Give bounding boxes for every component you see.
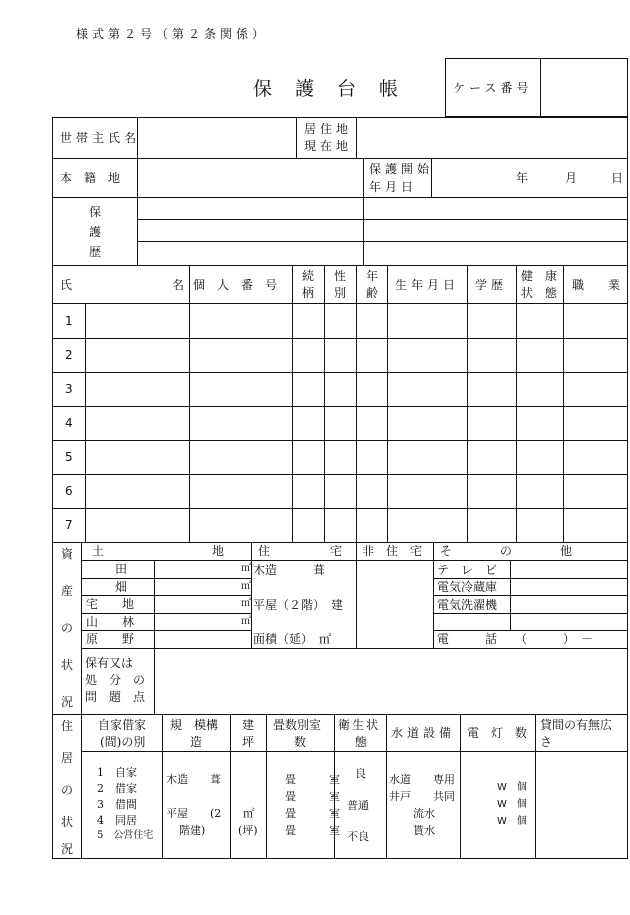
address-field[interactable] — [360, 120, 624, 156]
own-option[interactable]: 5 公営住宅 — [97, 830, 154, 841]
history-label-3: 歴 — [89, 245, 102, 259]
own-option[interactable]: 1 自家 — [97, 766, 137, 779]
form-number: 様式第２号（第２条関係） — [76, 27, 269, 41]
col-name-b: 名 — [172, 278, 185, 292]
hygiene-option[interactable]: 良 — [355, 767, 366, 780]
other-header: そ の 他 — [440, 544, 573, 558]
row-number: 6 — [65, 484, 73, 498]
own-option[interactable]: 2 借家 — [97, 782, 137, 795]
assets-side-1: 資 — [61, 547, 74, 561]
h-room-rent-1: 貸間の有無広 — [540, 718, 613, 732]
other-item: 電気洗濯機 — [437, 598, 498, 612]
own-option[interactable]: 3 借間 — [97, 798, 137, 811]
head-name-label: 世帯主氏名 — [60, 131, 141, 145]
col-relation-2: 柄 — [302, 286, 315, 300]
col-relation-1: 続 — [302, 269, 315, 283]
house-item: 平屋（２階） 建 — [253, 598, 344, 612]
col-health-1: 健 康 — [521, 269, 558, 283]
housing-side-3: の — [61, 783, 74, 797]
sqm-unit: ㎡ — [241, 598, 251, 609]
light-item: W 個 — [497, 782, 527, 793]
col-education: 学歴 — [475, 278, 508, 292]
row-number: 7 — [65, 518, 73, 532]
row-number: 2 — [65, 348, 73, 362]
assets-side-3: の — [61, 621, 74, 635]
scale-item: 平屋 (2 — [166, 807, 222, 820]
col-sex-2: 別 — [334, 286, 347, 300]
col-age-2: 齢 — [366, 286, 379, 300]
room-item: 畳 室 — [285, 790, 340, 803]
h-scale-2: 造 — [190, 735, 203, 749]
row-number: 5 — [65, 450, 73, 464]
h-light: 電 灯 数 — [467, 726, 528, 740]
h-hygiene-2: 態 — [355, 735, 368, 749]
start-day-label: 日 — [611, 171, 624, 185]
water-option[interactable]: 貰水 — [413, 824, 435, 837]
h-own-2: (間)の別 — [100, 735, 146, 749]
area-unit: ㎡ — [243, 807, 254, 820]
h-rooms-2: 数 — [294, 735, 307, 749]
history-label-1: 保 — [89, 205, 102, 219]
issues-label-1: 保有又は — [85, 656, 134, 670]
h-own-1: 自家借家 — [98, 718, 147, 732]
phone-value: （ ） － — [515, 632, 594, 646]
row-number: 1 — [65, 314, 73, 328]
land-item: 原 野 — [86, 632, 135, 646]
nonhouse-header: 非 住 宅 — [362, 544, 423, 558]
water-option[interactable]: 流水 — [413, 807, 435, 820]
scale-item: 木造 葺 — [166, 773, 221, 786]
sqm-unit: ㎡ — [241, 616, 251, 627]
land-item: 山 林 — [86, 615, 135, 629]
h-rooms-1: 畳数別室 — [273, 718, 322, 732]
issues-label-3: 問 題 点 — [85, 690, 146, 704]
sqm-unit: ㎡ — [241, 563, 251, 574]
start-month-label: 月 — [565, 171, 578, 185]
land-item: 宅 地 — [86, 597, 135, 611]
history-label-2: 護 — [89, 225, 102, 239]
water-option[interactable]: 井戸 共同 — [389, 790, 455, 803]
domicile-label: 本 籍 地 — [60, 171, 121, 185]
house-item: 面積（延） ㎡ — [253, 632, 332, 646]
domicile-field[interactable] — [140, 160, 360, 196]
house-item: 木造 葺 — [253, 563, 326, 577]
room-item: 畳 室 — [285, 773, 340, 786]
own-option[interactable]: 4 同居 — [97, 814, 137, 827]
assets-side-5: 況 — [61, 695, 74, 709]
room-item: 畳 室 — [285, 824, 340, 837]
col-job: 職 業 — [572, 278, 621, 292]
other-item-phone: 電 話 — [437, 632, 498, 646]
assets-side-2: 産 — [61, 584, 74, 598]
col-sex-1: 性 — [334, 269, 347, 283]
hygiene-option[interactable]: 不良 — [347, 830, 369, 843]
issues-label-2: 処 分 の — [85, 673, 146, 687]
h-area-1: 建 — [242, 718, 255, 732]
current-address-label: 現在地 — [304, 139, 353, 153]
land-item: 田 — [115, 562, 128, 576]
start-date-label: 保護開始 — [369, 162, 434, 176]
start-year-label: 年 — [516, 171, 529, 185]
start-date-label-2: 年月日 — [369, 180, 418, 194]
col-personal-no: 個 人 番 号 — [193, 278, 278, 292]
sqm-unit: ㎡ — [241, 581, 251, 592]
light-item: W 個 — [497, 816, 527, 827]
row-number: 3 — [65, 382, 73, 396]
land-item: 畑 — [115, 580, 128, 594]
housing-side-1: 住 — [61, 719, 74, 733]
case-number-label: ケース番号 — [453, 81, 533, 95]
col-health-2: 状 態 — [521, 286, 558, 300]
room-item: 畳 室 — [285, 807, 340, 820]
assets-side-4: 状 — [61, 658, 74, 672]
area-unit: (坪) — [238, 824, 258, 837]
housing-side-2: 居 — [61, 751, 74, 765]
other-item: 電気冷蔵庫 — [437, 580, 498, 594]
water-option[interactable]: 水道 専用 — [389, 773, 455, 786]
col-age-1: 年 — [366, 269, 379, 283]
page-title: 保 護 台 帳 — [253, 78, 401, 100]
row-number: 4 — [65, 416, 73, 430]
col-name-a: 氏 — [60, 278, 73, 292]
housing-side-5: 況 — [61, 842, 74, 856]
col-birth: 生年月日 — [395, 278, 460, 292]
hygiene-option[interactable]: 普通 — [347, 799, 369, 812]
h-area-2: 坪 — [242, 735, 255, 749]
house-header: 住 宅 — [258, 544, 343, 558]
other-item: テ レ ビ — [437, 563, 498, 577]
housing-side-4: 状 — [61, 815, 74, 829]
residence-label: 居住地 — [304, 122, 353, 136]
head-name-field[interactable] — [140, 120, 294, 156]
h-water: 水道設備 — [391, 726, 456, 740]
h-room-rent-2: さ — [540, 735, 553, 749]
scale-item: 階建) — [179, 824, 206, 837]
h-scale-1: 規 模構 — [170, 718, 219, 732]
land-header: 土 地 — [92, 544, 225, 558]
h-hygiene-1: 衛生状 — [338, 718, 381, 732]
light-item: W 個 — [497, 799, 527, 810]
case-number-field[interactable] — [545, 62, 623, 112]
